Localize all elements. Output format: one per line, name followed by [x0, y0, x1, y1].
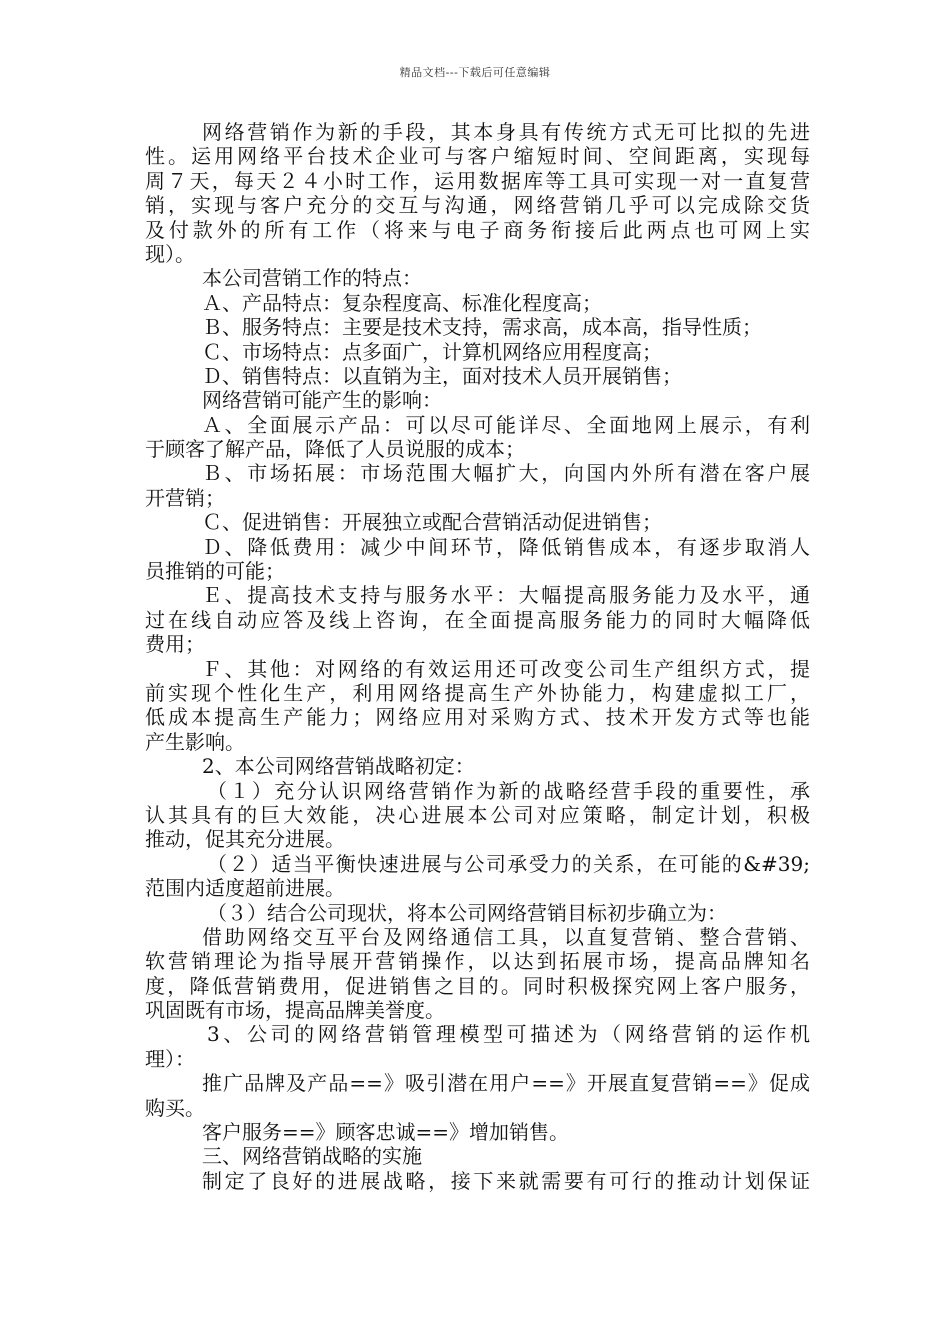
text-line: Ｆ、其他：对网络的有效运用还可改变公司生产组织方式，提 — [202, 656, 810, 681]
text-line: Ｃ、促进销售：开展独立或配合营销活动促进销售； — [202, 510, 662, 535]
text-line: 开营销； — [145, 485, 225, 510]
text-line: Ｂ、服务特点：主要是技术支持，需求高，成本高，指导性质； — [202, 315, 762, 340]
text-line: 借助网络交互平台及网络通信工具，以直复营销、整合营销、 — [202, 924, 810, 949]
page-header: 精品文档---下载后可任意编辑 — [399, 66, 551, 79]
text-line: 三、网络营销战略的实施 — [202, 1144, 422, 1169]
text-line: 本公司营销工作的特点： — [202, 266, 422, 291]
text-line: Ｃ、市场特点：点多面广，计算机网络应用程度高； — [202, 339, 662, 364]
text-line: 推动，促其充分进展。 — [145, 827, 345, 852]
text-line: 巩固既有市场，提高品牌美誉度。 — [145, 998, 445, 1023]
text-line: Ｄ、销售特点：以直销为主，面对技术人员开展销售； — [202, 363, 682, 388]
text-line: 购买。 — [145, 1095, 205, 1120]
text-line: Ｅ、提高技术支持与服务水平：大幅提高服务能力及水平，通 — [202, 583, 810, 608]
text-line: 前实现个性化生产，利用网络提高生产外协能力，构建虚拟工厂， — [145, 680, 810, 705]
text-line: Ａ、全面展示产品：可以尽可能详尽、全面地网上展示，有利 — [202, 412, 810, 437]
text-line: 现）。 — [145, 241, 195, 266]
text-line: 销，实现与客户充分的交互与沟通，网络营销几乎可以完成除交货 — [145, 193, 810, 218]
text-line: 性。运用网络平台技术企业可与客户缩短时间、空间距离，实现每 — [145, 144, 810, 169]
text-line: 费用； — [145, 632, 205, 657]
text-line: 客户服务==》顾客忠诚==》增加销售。 — [202, 1120, 570, 1145]
text-line: 产生影响。 — [145, 729, 245, 754]
text-line: 理）： — [145, 1046, 195, 1071]
document-body — [145, 120, 810, 1193]
text-line: 于顾客了解产品，降低了人员说服的成本； — [145, 437, 525, 462]
text-line: 范围内适度超前进展。 — [145, 876, 345, 901]
text-line: 低成本提高生产能力；网络应用对采购方式、技术开发方式等也能 — [145, 705, 810, 730]
text-line: 度，降低营销费用，促进销售之目的。同时积极探究网上客户服务， — [145, 973, 810, 998]
text-line: Ｄ、降低费用：减少中间环节，降低销售成本，有逐步取消人 — [202, 534, 810, 559]
text-line: 及付款外的所有工作（将来与电子商务衔接后此两点也可网上实 — [145, 217, 810, 242]
text-line: Ａ、产品特点：复杂程度高、标准化程度高； — [202, 290, 602, 315]
text-line: 认其具有的巨大效能，决心进展本公司对应策略，制定计划，积极 — [145, 802, 810, 827]
text-line: Ｂ、市场拓展：市场范围大幅扩大，向国内外所有潜在客户展 — [202, 461, 810, 486]
text-line: （１）充分认识网络营销作为新的战略经营手段的重要性，承 — [207, 778, 810, 803]
text-line: 网络营销可能产生的影响： — [202, 388, 442, 413]
text-line: 制定了良好的进展战略，接下来就需要有可行的推动计划保证 — [202, 1168, 810, 1193]
text-line: 推广品牌及产品==》吸引潜在用户==》开展直复营销==》促成 — [202, 1071, 810, 1096]
text-line: 过在线自动应答及线上咨询，在全面提高服务能力的同时大幅降低 — [145, 607, 810, 632]
text-line: （２）适当平衡快速进展与公司承受力的关系，在可能的&#39; — [207, 851, 810, 876]
text-line: 网络营销作为新的手段，其本身具有传统方式无可比拟的先进 — [202, 120, 810, 144]
text-line: （３）结合公司现状，将本公司网络营销目标初步确立为： — [207, 900, 727, 925]
text-line: 员推销的可能； — [145, 559, 285, 584]
text-line: 2、本公司网络营销战略初定： — [202, 754, 475, 779]
text-line: 3、公司的网络营销管理模型可描述为（网络营销的运作机 — [207, 1022, 810, 1047]
text-line: 周７天，每天２４小时工作，运用数据库等工具可实现一对一直复营 — [145, 168, 810, 193]
text-line: 软营销理论为指导展开营销操作，以达到拓展市场，提高品牌知名 — [145, 949, 810, 974]
